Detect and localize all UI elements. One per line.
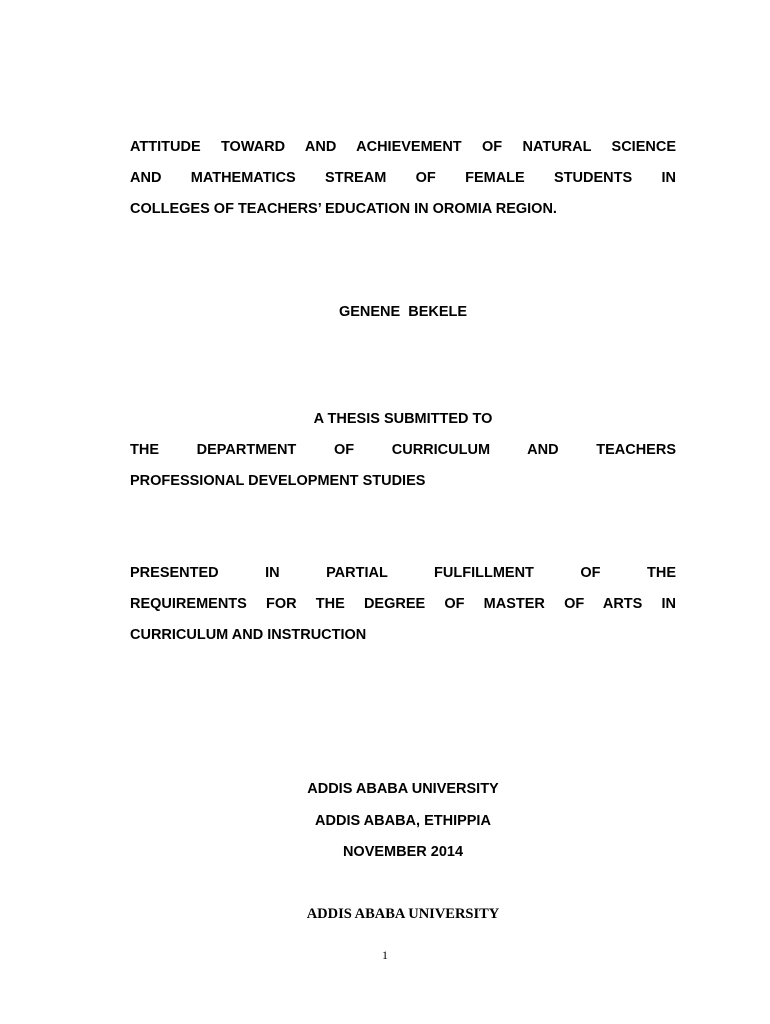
fulfillment-line-2: REQUIREMENTS FOR THE DEGREE OF MASTER OF ARTS IN	[130, 596, 676, 612]
fulfillment-line-3: CURRICULUM AND INSTRUCTION	[130, 627, 367, 643]
university-name: ADDIS ABABA UNIVERSITY	[307, 781, 499, 797]
fulfillment-line-1: PRESENTED IN PARTIAL FULFILLMENT OF THE	[130, 565, 676, 581]
footer-university-name: ADDIS ABABA UNIVERSITY	[306, 906, 500, 922]
author-name: GENENE BEKELE	[338, 304, 468, 320]
submission-date: NOVEMBER 2014	[342, 844, 464, 860]
university-location: ADDIS ABABA, ETHIPPIA	[315, 813, 491, 829]
department-line-2: PROFESSIONAL DEVELOPMENT STUDIES	[130, 473, 426, 489]
submission-heading: A THESIS SUBMITTED TO	[313, 411, 493, 427]
page-number: 1	[382, 948, 388, 962]
thesis-title-line-3: COLLEGES OF TEACHERS’ EDUCATION IN OROMIA REGION.	[130, 201, 557, 217]
thesis-title-line-1: ATTITUDE TOWARD AND ACHIEVEMENT OF NATURAL SCIENCE	[130, 139, 676, 155]
thesis-title-line-2: AND MATHEMATICS STREAM OF FEMALE STUDENTS IN	[130, 170, 676, 186]
department-line-1: THE DEPARTMENT OF CURRICULUM AND TEACHERS	[130, 442, 676, 458]
